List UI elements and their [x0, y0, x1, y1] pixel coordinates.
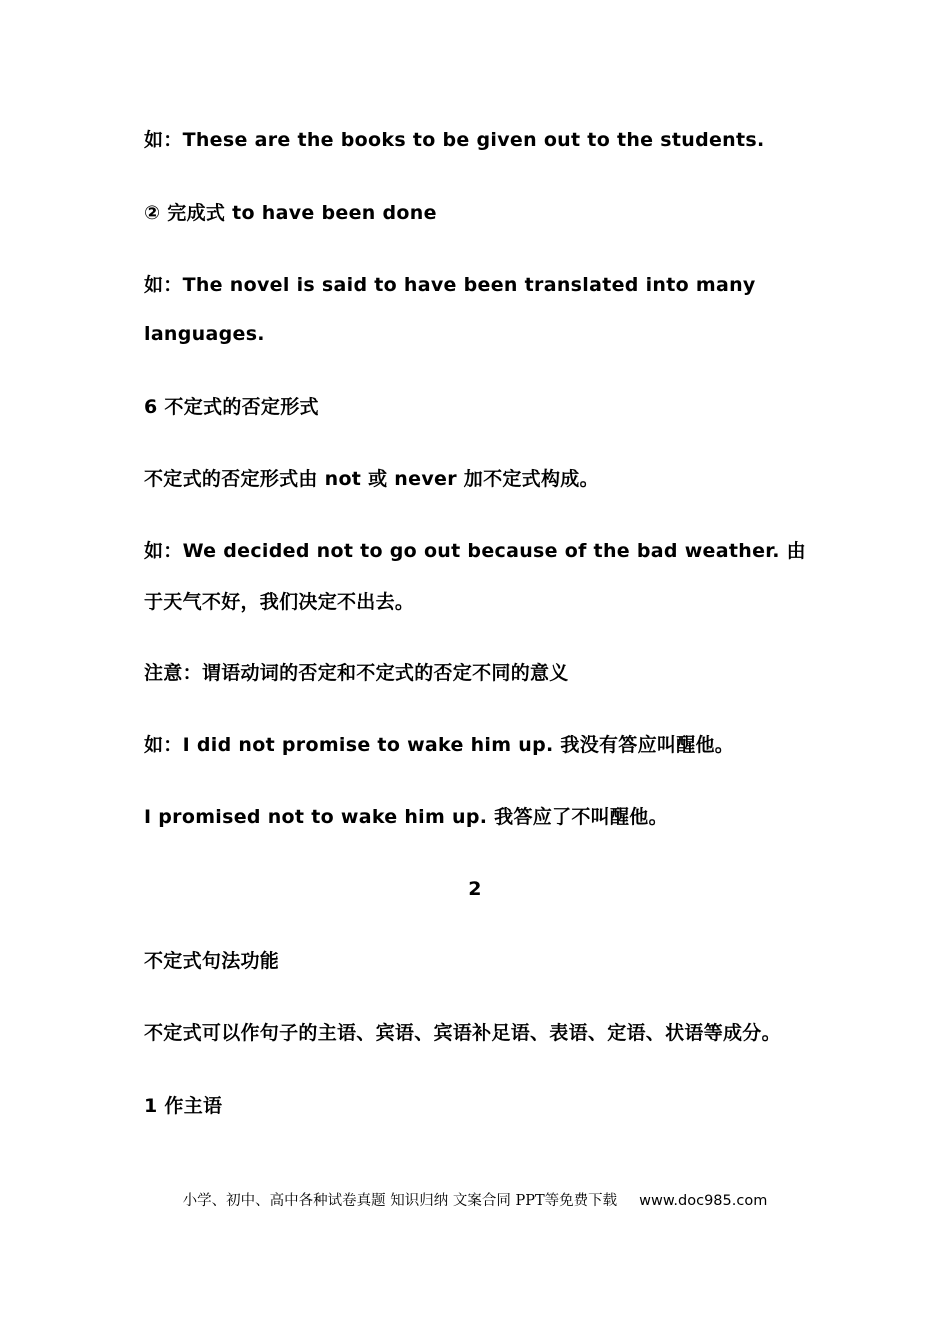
example-promise-2: I promised not to wake him up. 我答应了不叫醒他。	[144, 806, 668, 828]
example-novel-line-1: 如：The novel is said to have been translated into many	[144, 274, 756, 296]
syntax-function-heading: 不定式句法功能	[144, 950, 280, 972]
example-weather-line-1: 如：We decided not to go out because of the bad weather. 由	[144, 540, 806, 562]
negative-form-rule: 不定式的否定形式由 not 或 never 加不定式构成。	[144, 468, 599, 490]
subject-heading: 1 作主语	[144, 1095, 223, 1117]
footer-url[interactable]: www.doc985.com	[639, 1193, 768, 1209]
example-weather-line-2: 于天气不好，我们决定不出去。	[144, 591, 415, 613]
example-promise-1: 如：I did not promise to wake him up. 我没有答应叫醒他。	[144, 734, 735, 756]
syntax-function-description: 不定式可以作句子的主语、宾语、宾语补足语、表语、定语、状语等成分。	[144, 1022, 781, 1044]
example-passive-infinitive: 如：These are the books to be given out to the students.	[144, 129, 765, 151]
section-heading-negative-form: 6 不定式的否定形式	[144, 396, 319, 418]
page-footer	[0, 1190, 950, 1212]
section-number: 2	[468, 878, 482, 900]
perfect-passive-heading: ② 完成式 to have been done	[144, 202, 437, 224]
example-novel-line-2: languages.	[144, 323, 265, 345]
footer-text: 小学、初中、高中各种试卷真题 知识归纳 文案合同 PPT等免费下载	[182, 1193, 618, 1209]
note-heading: 注意：谓语动词的否定和不定式的否定不同的意义	[144, 662, 569, 684]
